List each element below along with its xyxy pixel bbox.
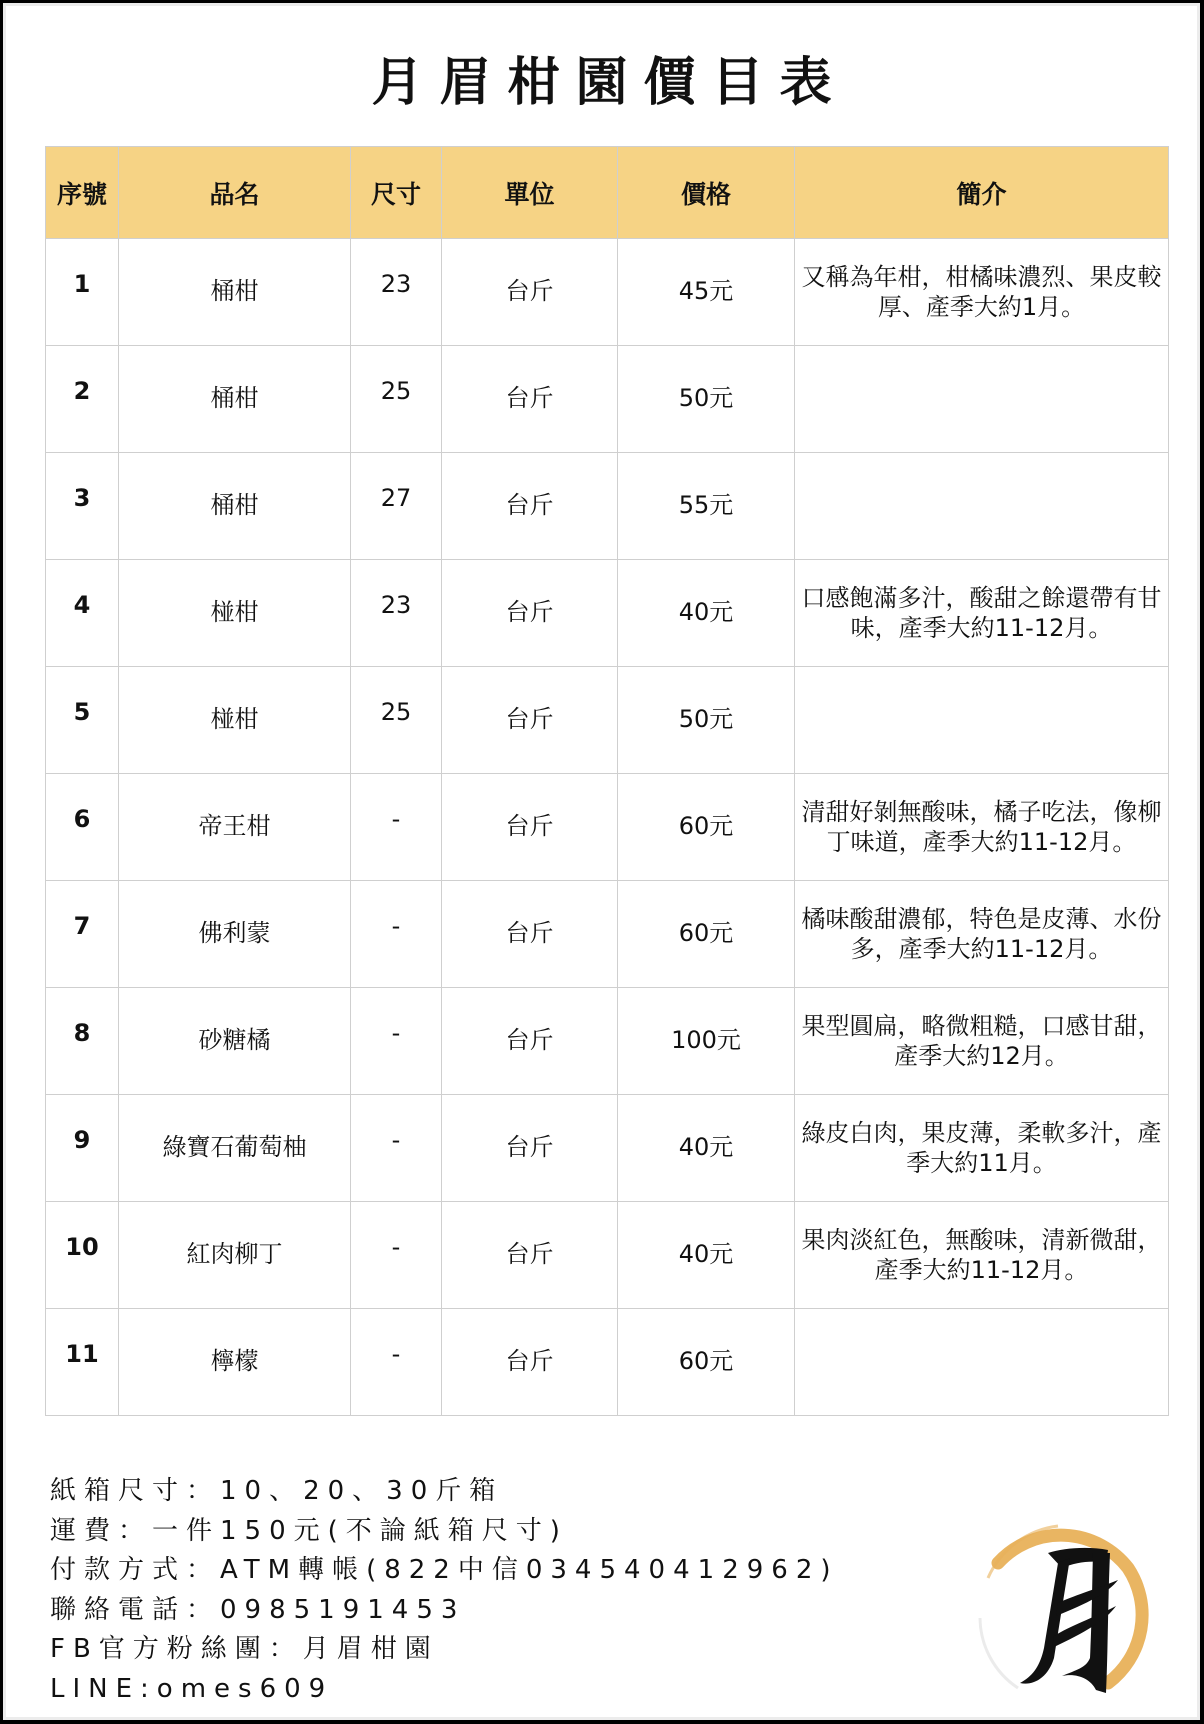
row-seq: 9	[73, 1126, 91, 1154]
row-unit: 台斤	[505, 1132, 554, 1161]
box-sizes-text: 紙箱尺寸：10、20、30斤箱	[50, 1476, 504, 1506]
row-seq: 10	[65, 1233, 99, 1261]
row-unit: 台斤	[505, 918, 554, 947]
row-price: 50元	[678, 383, 734, 412]
row-name: 綠寶石葡萄柚	[162, 1132, 307, 1161]
header-size: 尺寸	[351, 147, 442, 239]
row-desc	[795, 667, 1169, 774]
row-unit: 台斤	[505, 811, 554, 840]
row-price: 55元	[678, 490, 734, 519]
row-unit: 台斤	[505, 1025, 554, 1054]
table-header-row	[46, 147, 1169, 239]
row-price: 60元	[678, 1346, 734, 1375]
row-desc: 綠皮白肉，果皮薄，柔軟多汁，產季大約11月。	[795, 1095, 1169, 1202]
row-seq: 6	[73, 805, 91, 833]
row-price: 60元	[678, 811, 734, 840]
row-desc	[795, 1309, 1169, 1416]
row-size: -	[391, 1233, 401, 1261]
row-desc: 橘味酸甜濃郁，特色是皮薄、水份多，產季大約11-12月。	[795, 881, 1169, 988]
row-seq: 11	[65, 1340, 99, 1368]
row-price: 100元	[671, 1025, 741, 1054]
row-size: 23	[380, 591, 412, 619]
row-name: 椪柑	[210, 597, 259, 626]
table-row	[46, 667, 1169, 774]
row-name: 桶柑	[210, 276, 259, 305]
row-desc: 又稱為年柑，柑橘味濃烈、果皮較厚、產季大約1月。	[795, 239, 1169, 346]
row-seq: 4	[73, 591, 91, 619]
row-desc: 口感飽滿多汁，酸甜之餘還帶有甘味，產季大約11-12月。	[795, 560, 1169, 667]
table-row	[46, 881, 1169, 988]
row-unit: 台斤	[505, 1346, 554, 1375]
row-name: 帝王柑	[198, 811, 271, 840]
header-desc: 簡介	[795, 147, 1169, 239]
row-price: 40元	[678, 1132, 734, 1161]
row-name: 椪柑	[210, 704, 259, 733]
phone-text: 聯絡電話：0985191453	[50, 1594, 466, 1625]
header-unit: 單位	[442, 147, 618, 239]
row-size: 25	[380, 377, 412, 405]
shipping-text: 運費：一件150元(不論紙箱尺寸)	[50, 1515, 568, 1546]
table-row	[46, 239, 1169, 346]
row-seq: 3	[73, 484, 91, 512]
row-name: 檸檬	[210, 1346, 259, 1375]
table-row	[46, 1309, 1169, 1416]
row-seq: 1	[73, 270, 91, 298]
moon-logo-icon	[958, 1508, 1158, 1708]
line-id-text: LINE:omes609	[50, 1673, 334, 1704]
row-price: 50元	[678, 704, 734, 733]
row-desc	[795, 453, 1169, 560]
row-seq: 7	[73, 912, 91, 940]
row-unit: 台斤	[505, 1239, 554, 1268]
price-table	[45, 146, 1169, 1416]
table-row	[46, 1095, 1169, 1202]
row-seq: 5	[73, 698, 91, 726]
row-size: -	[391, 1019, 401, 1047]
row-name: 砂糖橘	[198, 1025, 271, 1054]
row-size: 23	[380, 270, 412, 298]
table-row	[46, 453, 1169, 560]
page-title: 月眉柑園價目表	[371, 53, 848, 113]
header-name: 品名	[119, 147, 351, 239]
row-seq: 8	[73, 1019, 91, 1047]
row-size: -	[391, 1126, 401, 1154]
header-price: 價格	[618, 147, 795, 239]
row-desc: 果型圓扁，略微粗糙，口感甘甜，產季大約12月。	[795, 988, 1169, 1095]
row-name: 桶柑	[210, 383, 259, 412]
row-price: 60元	[678, 918, 734, 947]
row-desc: 清甜好剝無酸味，橘子吃法，像柳丁味道，產季大約11-12月。	[795, 774, 1169, 881]
table-row	[46, 774, 1169, 881]
row-unit: 台斤	[505, 597, 554, 626]
row-name: 紅肉柳丁	[186, 1239, 283, 1268]
payment-text: 付款方式：ATM轉帳(822中信034540412962)	[50, 1555, 839, 1585]
row-price: 40元	[678, 597, 734, 626]
row-size: 27	[380, 484, 412, 512]
facebook-text: FB官方粉絲團：月眉柑園	[50, 1634, 439, 1664]
row-seq: 2	[73, 377, 91, 405]
row-desc: 果肉淡紅色，無酸味，清新微甜，產季大約11-12月。	[795, 1202, 1169, 1309]
row-desc	[795, 346, 1169, 453]
row-size: -	[391, 1340, 401, 1368]
row-price: 45元	[678, 276, 734, 305]
row-unit: 台斤	[505, 276, 554, 305]
contact-info	[50, 1472, 839, 1709]
price-list-page	[3, 3, 1200, 1720]
table-row	[46, 988, 1169, 1095]
table-row	[46, 560, 1169, 667]
table-row	[46, 346, 1169, 453]
row-name: 桶柑	[210, 490, 259, 519]
row-unit: 台斤	[505, 704, 554, 733]
row-name: 佛利蒙	[198, 918, 271, 947]
header-seq: 序號	[46, 147, 119, 239]
row-unit: 台斤	[505, 383, 554, 412]
row-size: -	[391, 805, 401, 833]
row-size: 25	[380, 698, 412, 726]
row-size: -	[391, 912, 401, 940]
table-row	[46, 1202, 1169, 1309]
row-unit: 台斤	[505, 490, 554, 519]
row-price: 40元	[678, 1239, 734, 1268]
